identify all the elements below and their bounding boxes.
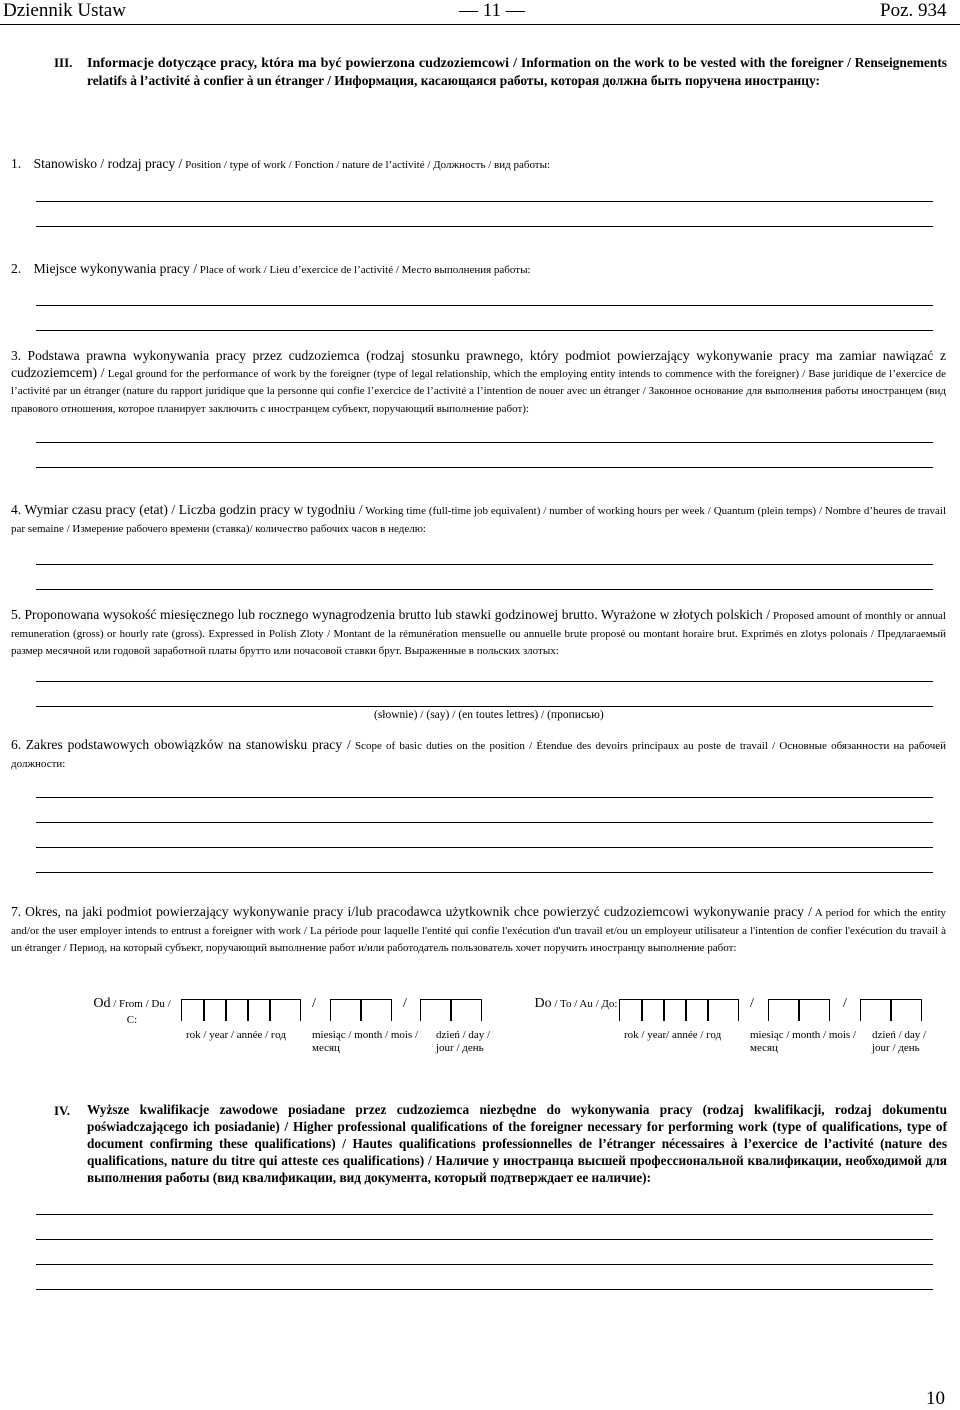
item-2-rest: Place of work / Lieu d’exercice de l’activité / Место выполнения работы: [197, 264, 531, 276]
period-to-label [533, 996, 619, 1012]
period-from-big: Od [93, 996, 111, 1011]
period-from-rest: / From / Du / С: [110, 998, 171, 1026]
from-year-label: rok / year / année / год [186, 1029, 286, 1041]
section-3-heading [87, 54, 947, 89]
item-6-pl: Zakres podstawowych obowiązków na stanowisku pracy / [25, 737, 351, 752]
from-month-digit-2[interactable] [360, 999, 392, 1021]
item-7-label [11, 904, 946, 957]
item-5-line-2[interactable] [36, 706, 933, 707]
to-month-digit-2[interactable] [798, 999, 830, 1021]
item-2-label [11, 261, 931, 279]
from-year-digit-1[interactable] [181, 999, 205, 1021]
to-month-label: miesiąc / month / mois / месяц [750, 1029, 857, 1054]
to-day-digit-2[interactable] [890, 999, 922, 1021]
item-3-pl: Podstawa prawna wykonywania pracy przez cudzoziemca (rodzaj stosunku prawnego, który podmiot powierzający wykonywanie pracy ma zamiar nawiązać z cudzoziemcem) / [11, 348, 946, 380]
item-1-number: 1. [11, 156, 22, 171]
item-1-label [11, 156, 931, 174]
section-4-heading: Wyższe kwalifikacje zawodowe posiadane przez cudzoziemca niezbędne do wykonywania pracy (rodzaj kwalifikacji, rodzaj dokumentu poświadczającego ich posiadanie) / Higher professional qualifications of the foreigner necessary for performing work (type of qualifications, type of document confirming these qualifications) / Hautes qualifications professionnelles de l’étranger nécessaires à l’exercice de l’activité (nature des qualifications, nature du titre qui atteste ces qualifications) / Наличие у иностранца высшей профессиональной квалификации, необходимой для выполнения работы (вид квалификации, вид документа, который подтверждает ее наличие): [87, 1102, 947, 1185]
item-6-line-2[interactable] [36, 822, 933, 823]
to-year-digit-3[interactable] [663, 999, 687, 1021]
item-1-line-1[interactable] [36, 201, 933, 202]
from-slash-1: / [312, 996, 316, 1011]
to-day-digit-1[interactable] [860, 999, 892, 1021]
section-4-number: IV. [54, 1103, 71, 1118]
item-1-rest: Position / type of work / Fonction / nature de l’activité / Должность / вид работы: [182, 159, 551, 171]
page-number: 10 [926, 1388, 945, 1409]
header-rule [0, 24, 960, 25]
item-7-number: 7. [11, 904, 22, 919]
to-month-digit-1[interactable] [768, 999, 800, 1021]
item-5-pl: Proponowana wysokość miesięcznego lub rocznego wynagrodzenia brutto lub stawki godzinowej brutto. Wyrażone w złotych polskich / [24, 607, 771, 622]
to-year-digit-2[interactable] [641, 999, 665, 1021]
from-day-digit-2[interactable] [450, 999, 482, 1021]
item-6-line-1[interactable] [36, 797, 933, 798]
item-1-line-2[interactable] [36, 226, 933, 227]
section-3-heading-rest: Information on the work to be vested with the foreigner / Renseignements relatifs à l’activité à confier à un étranger / Информация, касающаяся работы, которая должна быть поручена иностранцу: [87, 55, 947, 88]
from-month-label: miesiąc / month / mois / месяц [312, 1029, 419, 1054]
section-3-number: III. [54, 55, 73, 70]
item-6-line-3[interactable] [36, 847, 933, 848]
item-7-pl: Okres, na jaki podmiot powierzający wykonywanie pracy i/lub pracodawca użytkownik chce powierzyć cudzoziemcowi wykonywanie pracy / [25, 904, 812, 919]
to-slash-2: / [843, 996, 847, 1011]
item-2-line-2[interactable] [36, 330, 933, 331]
item-2-line-1[interactable] [36, 305, 933, 306]
item-4-rest: Working time (full-time job equivalent) / number of working hours per week / Quantum (plein temps) / Nombre d’heures de travail par semaine / Измерение рабочего времени (ставка)/ количество рабочих часов в неделю: [11, 505, 946, 535]
from-year-digit-5[interactable] [269, 999, 301, 1021]
item-5-caption: (słownie) / (say) / (en toutes lettres) / (прописью) [374, 709, 604, 721]
from-year-digit-3[interactable] [225, 999, 249, 1021]
period-from-label [89, 996, 175, 1028]
item-6-number: 6. [11, 737, 22, 752]
item-4-label [11, 502, 946, 537]
to-year-digit-1[interactable] [619, 999, 643, 1021]
section-4-line-4[interactable] [36, 1289, 933, 1290]
from-day-label: dzień / day / jour / день [436, 1029, 491, 1054]
position-number: Poz. 934 [880, 0, 947, 21]
item-3-label [11, 348, 946, 417]
item-1-pl: Stanowisko / rodzaj pracy / [33, 156, 183, 171]
from-month-digit-1[interactable] [330, 999, 362, 1021]
item-4-line-1[interactable] [36, 564, 933, 565]
item-2-number: 2. [11, 261, 22, 276]
section-4-line-2[interactable] [36, 1239, 933, 1240]
from-year-digit-2[interactable] [203, 999, 227, 1021]
item-2-pl: Miejsce wykonywania pracy / [33, 261, 198, 276]
to-year-label: rok / year/ année / год [624, 1029, 722, 1041]
item-5-number: 5. [11, 607, 22, 622]
section-3-heading-pl: Informacje dotyczące pracy, która ma być powierzona cudzoziemcowi / [87, 56, 521, 71]
item-4-number: 4. [11, 502, 22, 517]
item-4-line-2[interactable] [36, 589, 933, 590]
item-3-line-2[interactable] [36, 467, 933, 468]
period-to-big: Do [534, 996, 552, 1011]
page-counter: — 11 — [459, 0, 525, 21]
item-5-rest: Proposed amount of monthly or annual remuneration (gross) or hourly rate (gross). Expressed in Polish Zloty / Montant de la rémunération mensuelle ou annuelle brute proposé ou montant horaire brut. Exprimés en zlotys polonais / Предлагаемый размер месячной или годовой заработной платы брутто или почасовой ставки брут. Выраженные в польских злотых: [11, 610, 946, 657]
item-6-label [11, 737, 946, 772]
to-year-digit-4[interactable] [685, 999, 709, 1021]
item-5-label [11, 607, 946, 660]
item-4-pl: Wymiar czasu pracy (etat) / Liczba godzin pracy w tygodniu / [24, 502, 363, 517]
item-6-line-4[interactable] [36, 872, 933, 873]
item-3-number: 3. [11, 348, 22, 363]
to-slash-1: / [750, 996, 754, 1011]
item-5-line-1[interactable] [36, 681, 933, 682]
from-day-digit-1[interactable] [420, 999, 452, 1021]
item-3-rest: Legal ground for the performance of work by the foreigner (type of legal relationship, which the employing entity intends to commence with the foreigner) / Base juridique de l’exercice de l’activité par un étranger (nature du rapport juridique que la personne qui confie l’exercice de l’activité a l’intention de nouer avec un étranger / Законное основание для выполнения работы иностранцем (вид правового отношения, которое планирует заключить с иностранцем субъект, поручающий выполнение работ): [11, 367, 946, 415]
from-year-digit-4[interactable] [247, 999, 271, 1021]
from-slash-2: / [403, 996, 407, 1011]
journal-title: Dziennik Ustaw [3, 0, 126, 21]
section-4-line-1[interactable] [36, 1214, 933, 1215]
to-year-digit-5[interactable] [707, 999, 739, 1021]
period-to-rest: / To / Au / До: [551, 998, 618, 1010]
item-7-rest: A period for which the entity and/or the user employer intends to entrust a foreigner with work / La période pour laquelle l'entité qui confie l'exécution d'un travail et/ou un employeur utilisateur a l'intention de confier l'exécution du travail à un étranger / Период, на который субъект, поручающий выполнение работ и/или работодатель пользователь хочет поручить иностранцу выполнение работ: [11, 907, 946, 954]
section-4-line-3[interactable] [36, 1264, 933, 1265]
item-6-rest: Scope of basic duties on the position / Étendue des devoirs principaux au poste de travail / Основные обязанности на рабочей должности: [11, 740, 946, 770]
item-3-line-1[interactable] [36, 442, 933, 443]
to-day-label: dzień / day / jour / день [872, 1029, 927, 1054]
